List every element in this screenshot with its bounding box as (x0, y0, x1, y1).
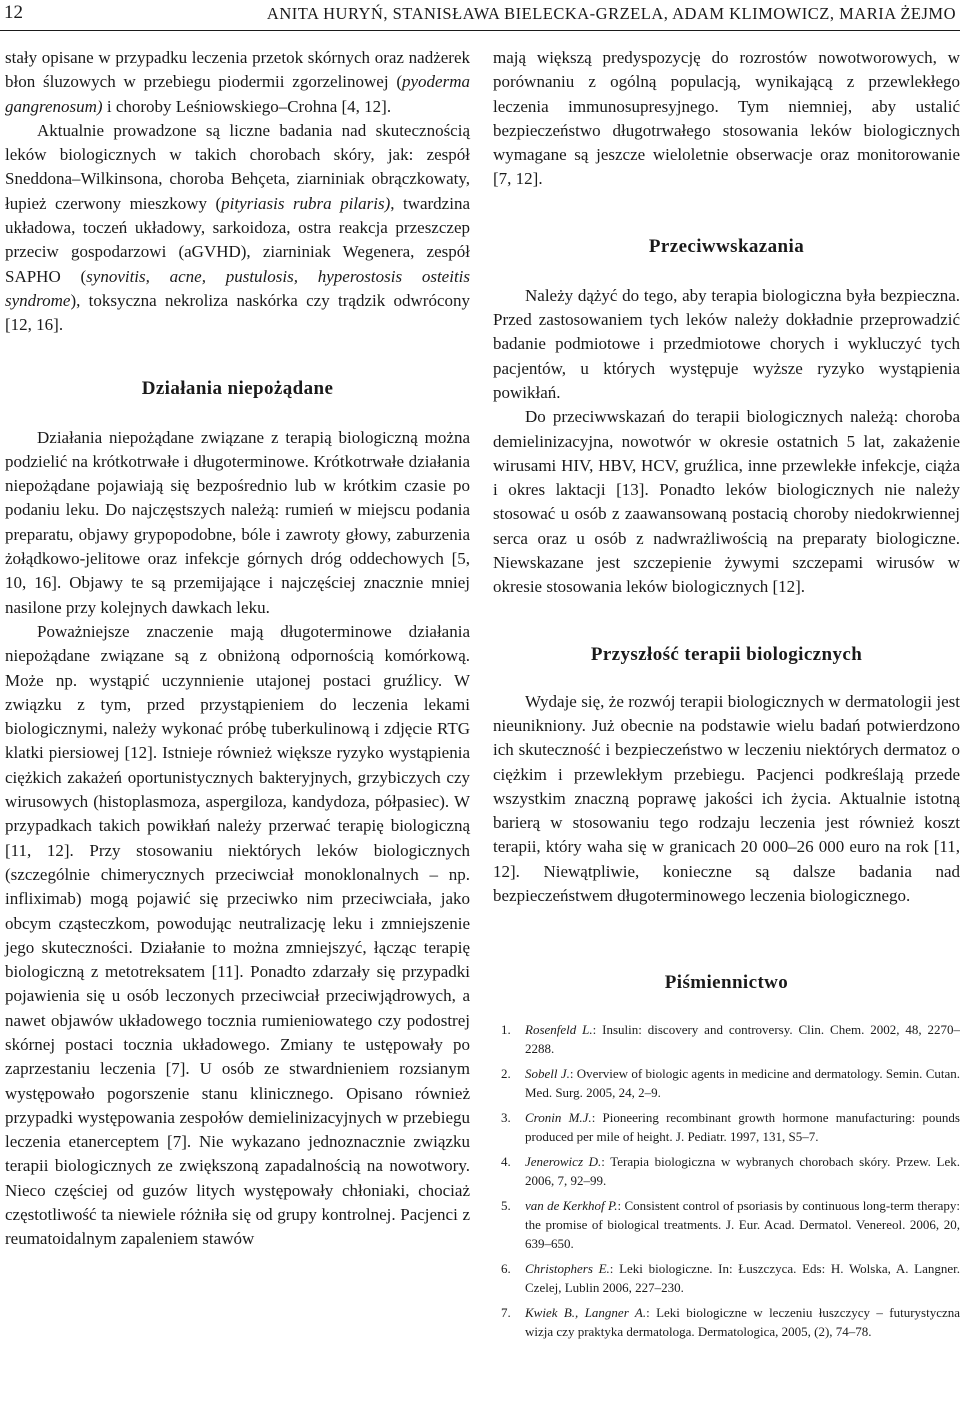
reference-item: 4. Jenerowicz D.: Terapia biologiczna w wybranych chorobach skóry. Przew. Lek. 2006, 7, 92–99. (501, 1154, 960, 1189)
reference-item: 2. Sobell J.: Overview of biologic agents in medicine and dermatology. Semin. Cutan. Med. Surg. 2005, 24, 2–9. (501, 1066, 960, 1101)
section-heading-adverse-effects: Działania niepożądane (141, 377, 334, 399)
page-number: 12 (4, 2, 23, 23)
left-column (5, 46, 470, 1252)
section-heading-future: Przyszłość terapii biologicznych (590, 643, 863, 665)
paragraph-short-term-effects: Działania niepożądane związane z terapią biologiczną można podzielić na krótkotrwałe i długoterminowe. Krótkotrwałe działania niepożądane pojawiają się bezpośrednio lub w krótkim czasie po podaniu leku. Do najczęstszych należą: rumień w miejscu podania preparatu, objawy grypopodobne, bóle i zawroty głowy, zaburzenia żołądkowo-jelitowe oraz infekcje górnych dróg oddechowych [5, 10, 16]. Objawy te są przemijające i najczęściej znacznie mniej nasilone przy kolejnych dawkach leku. (5, 427, 470, 617)
running-head: ANITA HURYŃ, STANISŁAWA BIELECKA-GRZELA, ADAM KLIMOWICZ, MARIA ŻEJMO (266, 4, 956, 23)
reference-item: 3. Cronin M.J.: Pioneering recombinant growth hormone manufacturing: pounds produced per mile of height. J. Pediatr. 1997, 131, S5–7. (501, 1110, 960, 1145)
section-heading-contraindications: Przeciwwskazania (648, 235, 805, 257)
paragraph-current-studies: Aktualnie prowadzone są liczne badania nad skutecznością leków biologicznych w takich chorobach skóry, jak: zespół Sneddona–Wilkinsona, choroba Behçeta, ziarniniak obrączkowaty, łupież czerwony mieszkowy (pityriasis rubra pilaris), twardzina układowa, toczeń układowy, sarkoidoza, ostra reakcja przeszczep przeciw gospodarzowi (aGVHD), ziarniniak Wegenera, zespół SAPHO (synovitis, acne, pustulosis, hyperostosis osteitis syndrome), toksyczna nekroliza naskórka czy trądzik odwrócony [12, 16]. (5, 120, 471, 335)
paragraph-continuation-right: mają większą predyspozycję do rozrostów nowotworowych, w porównaniu z ogólną populacją, wynikającą z przewlekłego leczenia immunosupresyjnego. Tym niemniej, aby ustalić bezpieczeństwo długotrwałego stosowania leków biologicznych wymagane są jeszcze wieloletnie obserwacje oraz monitorowanie [7, 12]. (493, 48, 960, 189)
right-column (493, 46, 960, 1341)
paragraph-long-term-effects: Poważniejsze znaczenie mają długoterminowe działania niepożądane związane są z obniżoną odpornością komórkową. Może np. wystąpić uczynnienie utajonej postaci gruźlicy. W związku z tym, przed przystąpieniem do leczenia lekami biologicznymi, należy wykonać próbę tuberkulinową i zdjęcie RTG klatki piersiowej [12]. Istnieje również większe ryzyko wystąpienia ciężkich zakażeń oportunistycznych bakteryjnych, grzybiczych czy wirusowych (histoplasmoza, aspergiloza, kandydoza, półpasiec). W przypadkach takich powikłań należy przerwać terapię biologiczną [11, 12]. Przy stosowaniu niektórych leków biologicznych (szczególnie chimerycznych przeciwciał monoklonalnych – np. infliximab) mogą pojawić się przeciwko nim przeciwciała, jako obcym cząsteczkom, powodując neutralizację leku i zmniejszenie jego skuteczności. Działanie to można zmniejszyć, łącząc terapię biologiczną z metotreksatem [11]. Ponadto zdarzały się przypadki pojawienia się u osób leczonych przeciwciał przeciwjądrowych, a nawet objawów układowego tocznia rumieniowatego czy podostrej skórnej postaci tocznia układowego. Zmiany te ustępowały po zaprzestaniu leczenia [7]. U osób ze stwardnieniem rozsianym występowało pogorszenie stanu klinicznego. Opisano również przypadki występowania zespołów demielinizacyjnych w przebiegu leczenia etanerceptem [7]. Nie wykazano jednoznacznie związku terapii biologicznych ze zwiększoną zapadalnością na nowotwory. Nieco częściej od guzów litych występowały chłoniaki, chociaż częstotliwość ta niewiele różniła się od grupy kontrolnej. Pacjenci z reumatoidalnym zapaleniem stawów (5, 621, 470, 1249)
reference-item: 1. Rosenfeld L.: Insulin: discovery and controversy. Clin. Chem. 2002, 48, 2270–2288. (501, 1022, 960, 1057)
reference-item: 5. van de Kerkhof P.: Consistent control of psoriasis by continuous long-term therapy: the promise of biological treatments. J. Eur. Acad. Dermatol. Venereol. 2006, 20, 639–650. (501, 1198, 960, 1252)
paragraph-future: Wydaje się, że rozwój terapii biologicznych w dermatologii jest nieunikniony. Już obecnie na podstawie wielu badań potwierdzono ich skuteczność i bezpieczeństwo w leczeniu niektórych dermatoz o ciężkim i przewlekłym przebiegu. Pacjenci podkreślają przede wszystkim znaczną poprawę jakości ich życia. Aktualnie istotną barierą w stosowaniu tego rodzaju leczenia jest również koszt terapii, który waha się w granicach 20 000–26 000 euro na rok [11, 12]. Niewątpliwie, konieczne są dalsze badania nad bezpieczeństwem długoterminowego leczenia biologicznego. (493, 691, 960, 906)
reference-item: 7. Kwiek B., Langner A.: Leki biologiczne w leczeniu łuszczycy – futurystyczna wizja czy praktyka dermatologa. Dermatologica, 2005, (2), 74–78. (501, 1305, 960, 1340)
section-heading-references: Piśmiennictwo (664, 972, 789, 994)
page-header (0, 0, 960, 31)
paragraph-contraindications: Do przeciwwskazań do terapii biologicznych należą: choroba demielinizacyjna, nowotwór w okresie ostatnich 5 lat, zakażenie wirusami HIV, HBV, HCV, gruźlica, inne przewlekłe infekcje, ciąża i okres laktacji [13]. Ponadto leków biologicznych nie należy stosować u osób z zaawansowaną postacią choroby niedokrwiennej serca oraz u osób z nadwrażliwością na preparaty biologiczne. Niewskazane jest szczepienie żywymi szczepami wirusów w okresie stosowania leków biologicznych [12]. (493, 407, 960, 597)
reference-list (493, 1020, 960, 1341)
paragraph-continuation: stały opisane w przypadku leczenia przetok skórnych oraz nadżerek błon śluzowych w przebiegu piodermii zgorzelinowej (pyoderma gangrenosum) i choroby Leśniowskiego–Crohna [4, 12]. (5, 48, 470, 116)
reference-item: 6. Christophers E.: Leki biologiczne. In: Łuszczyca. Eds: H. Wolska, A. Langner. Czelej, Lublin 2006, 227–230. (501, 1261, 960, 1296)
paragraph-safety: Należy dążyć do tego, aby terapia biologiczna była bezpieczna. Przed zastosowaniem tych leków należy dokładnie przeprowadzić badanie podmiotowe i przedmiotowe chorych i wykluczyć tych pacjentów, u których występuje wyższe ryzyko wystąpienia powikłań. (493, 285, 960, 402)
